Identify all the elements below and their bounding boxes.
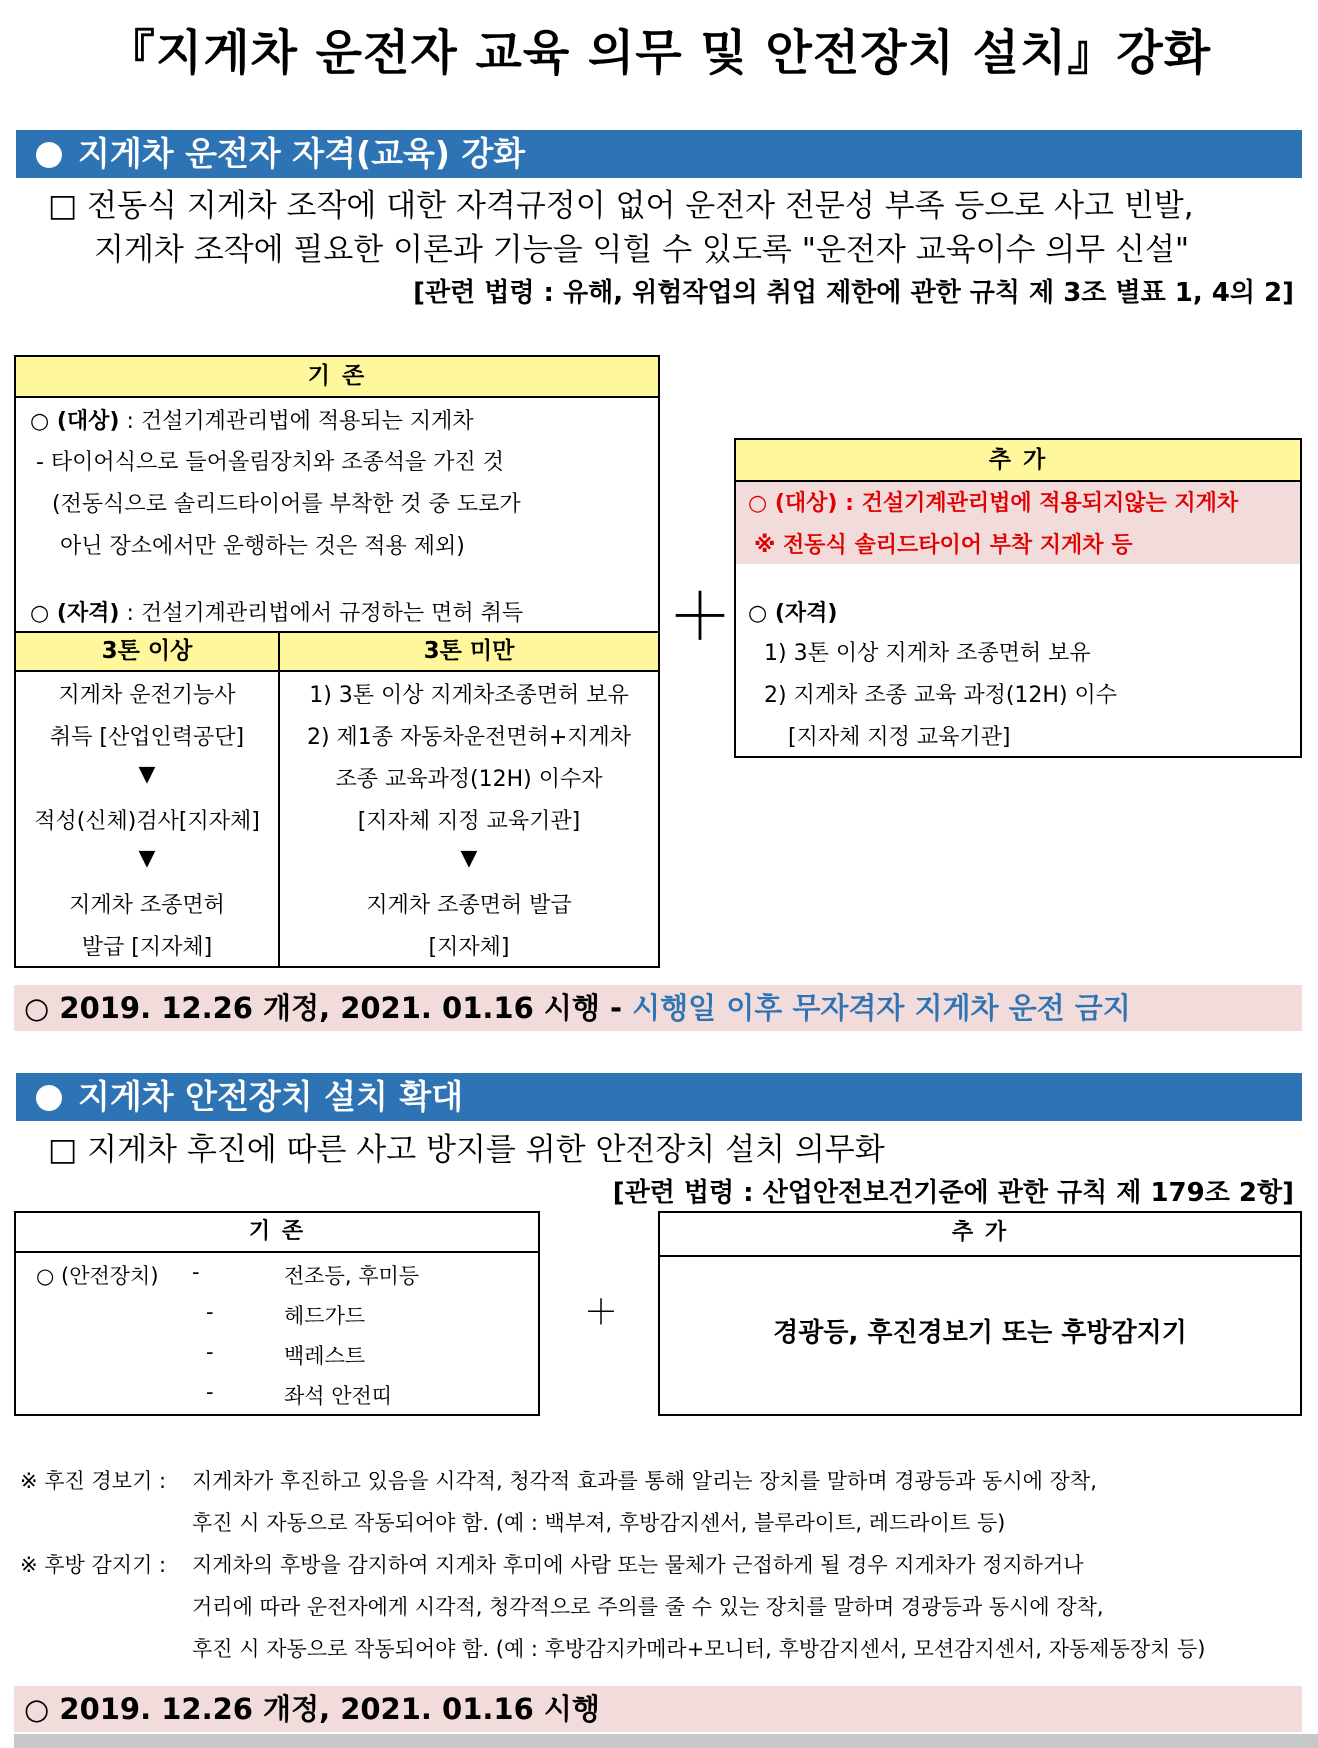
safety-device-label: ○ (안전장치) bbox=[36, 1264, 159, 1288]
safety-device-item: 좌석 안전띠 bbox=[284, 1384, 393, 1408]
section1-line2: 지게차 조작에 필요한 이론과 기능을 익힐 수 있도록 "운전자 교육이수 의무 신설" bbox=[94, 232, 1190, 268]
existing-header: 기 존 bbox=[16, 357, 658, 398]
note-label: ※ 후진 경보기 : bbox=[20, 1469, 167, 1493]
col-a-line: 지게차 운전기능사 bbox=[58, 683, 236, 708]
added-target-note: ※ 전동식 솔리드타이어 부착 지게차 등 bbox=[754, 533, 1133, 558]
added-qualification-item: 2) 지게차 조종 교육 과정(12H) 이수 bbox=[764, 683, 1118, 708]
plus-icon: ＋ bbox=[668, 581, 732, 655]
col-a-line: 발급 [지자체] bbox=[81, 935, 213, 960]
existing-safety-header: 기 존 bbox=[16, 1213, 538, 1253]
note-line: 지게차의 후방을 감지하여 지게차 후미에 사람 또는 물체가 근접하게 될 경우 지게차가 정지하거나 bbox=[192, 1553, 1084, 1577]
plus-icon: ＋ bbox=[584, 1293, 618, 1333]
col-b-line: 2) 제1종 자동차운전면허+지게차 bbox=[306, 725, 632, 750]
section2-law: [관련 법령 : 산업안전보건기준에 관한 규칙 제 179조 2항] bbox=[612, 1178, 1294, 1208]
col-b-line: [지자체 지정 교육기관] bbox=[357, 809, 581, 834]
added-safety-devices: 경광등, 후진경보기 또는 후방감지기 bbox=[773, 1318, 1187, 1348]
down-arrow-icon: ▼ bbox=[138, 762, 156, 787]
existing-safety-devices-box bbox=[14, 1211, 540, 1416]
section1-heading: 지게차 운전자 자격(교육) 강화 bbox=[78, 134, 526, 173]
safety-device-item: 전조등, 후미등 bbox=[284, 1264, 420, 1288]
bullet-icon bbox=[36, 142, 62, 168]
col-a-line: 적성(신체)검사[지자체] bbox=[34, 809, 260, 834]
added-qualification-item: 1) 3톤 이상 지게차 조종면허 보유 bbox=[764, 641, 1091, 666]
section1-law: [관련 법령 : 유해, 위험작업의 취업 제한에 관한 규칙 제 3조 별표 1, 4의 2] bbox=[413, 278, 1294, 308]
page-title: 『지게차 운전자 교육 의무 및 안전장치 설치』강화 bbox=[106, 25, 1212, 81]
note-line: 지게차가 후진하고 있음을 시각적, 청각적 효과를 통해 알리는 장치를 말하며 경광등과 동시에 장착, bbox=[192, 1469, 1097, 1493]
dash: - bbox=[206, 1300, 214, 1324]
existing-target: ○ (대상) : 건설기계관리법에 적용되는 지게차 bbox=[30, 409, 474, 434]
col-a-line: 취득 [산업인력공단] bbox=[49, 725, 245, 750]
safety-device-item: 백레스트 bbox=[284, 1344, 366, 1368]
added-safety-header: 추 가 bbox=[660, 1213, 1300, 1257]
added-header: 추 가 bbox=[736, 440, 1300, 482]
section1-heading-bar bbox=[16, 130, 1302, 178]
section2-line1: □ 지게차 후진에 따른 사고 방지를 위한 안전장치 설치 의무화 bbox=[48, 1132, 885, 1168]
col-b-line: 지게차 조종면허 발급 bbox=[366, 893, 572, 918]
note-line: 후진 시 자동으로 작동되어야 함. (예 : 후방감지카메라+모니터, 후방감지센서, 모션감지센서, 자동제동장치 등) bbox=[192, 1637, 1206, 1661]
section2-notice: ○ 2019. 12.26 개정, 2021. 01.16 시행 bbox=[14, 1686, 1302, 1732]
section1-notice: ○ 2019. 12.26 개정, 2021. 01.16 시행 - 시행일 이후 무자격자 지게차 운전 금지 bbox=[14, 985, 1302, 1031]
note-line: 후진 시 자동으로 작동되어야 함. (예 : 백부져, 후방감지센서, 블루라이트, 레드라이트 등) bbox=[192, 1511, 1006, 1535]
col-3ton-under-header: 3톤 미만 bbox=[280, 633, 658, 672]
existing-target-sub2: (전동식으로 솔리드타이어를 부착한 것 중 도로가 bbox=[52, 492, 521, 517]
bullet-icon bbox=[36, 1085, 62, 1111]
down-arrow-icon: ▼ bbox=[460, 846, 478, 871]
down-arrow-icon: ▼ bbox=[138, 846, 156, 871]
col-3ton-over-header: 3톤 이상 bbox=[16, 633, 278, 672]
note-line: 거리에 따라 운전자에게 시각적, 청각적으로 주의를 줄 수 있는 장치를 말하며 경광등과 동시에 장착, bbox=[192, 1595, 1104, 1619]
dash: - bbox=[206, 1340, 214, 1364]
added-qualification-label: ○ (자격) bbox=[748, 601, 838, 626]
dash: - bbox=[206, 1380, 214, 1404]
existing-qualification: ○ (자격) : 건설기계관리법에서 규정하는 면허 취득 bbox=[30, 601, 524, 626]
existing-target-sub1: - 타이어식으로 들어올림장치와 조종석을 가진 것 bbox=[36, 450, 504, 475]
col-b-line: [지자체] bbox=[428, 935, 510, 960]
note-label: ※ 후방 감지기 : bbox=[20, 1553, 167, 1577]
dash: - bbox=[192, 1260, 200, 1284]
added-qualification-item: [지자체 지정 교육기관] bbox=[788, 725, 1011, 750]
section1-line1: □ 전동식 지게차 조작에 대한 자격규정이 없어 운전자 전문성 부족 등으로 사고 빈발, bbox=[48, 188, 1194, 224]
section2-heading: 지게차 안전장치 설치 확대 bbox=[78, 1077, 464, 1116]
added-target: ○ (대상) : 건설기계관리법에 적용되지않는 지게차 bbox=[748, 491, 1239, 516]
bottom-shadow-bar bbox=[14, 1734, 1318, 1748]
col-b-line: 조종 교육과정(12H) 이수자 bbox=[335, 767, 603, 792]
existing-target-sub3: 아닌 장소에서만 운행하는 것은 적용 제외) bbox=[60, 534, 465, 559]
section2-heading-bar bbox=[16, 1073, 1302, 1121]
col-a-line: 지게차 조종면허 bbox=[69, 893, 225, 918]
safety-device-item: 헤드가드 bbox=[284, 1304, 366, 1328]
col-b-line: 1) 3톤 이상 지게차조종면허 보유 bbox=[309, 683, 629, 708]
